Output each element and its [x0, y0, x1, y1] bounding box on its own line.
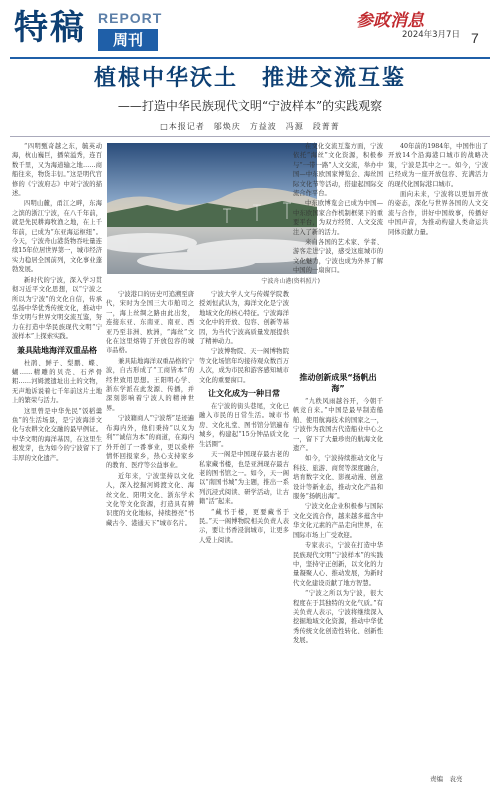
- paragraph: 宁波文化企业积极参与国际文化交流合作，越来越多蕴含中华文化元素的产品走向世界，在国际市场上广受欢迎。: [293, 503, 383, 539]
- paragraph: 在文化交流互鉴方面，宁波依托“海丝”文化资源，积极参与“一带一路”人文交流，举办中国—中东欧国家博览会、海丝国际文化节等活动，搭建起国际交流合作平台。: [293, 143, 383, 198]
- article-column-1: [12, 142, 102, 772]
- paragraph: “九秩风雨越谷开，今朝千帆竞自来。”中国是最早制造船舶、使用航海技术的国家之一，宁波作为我国古代造船业中心之一，留下了大量珍贵的航海文化遗产。: [293, 398, 383, 453]
- paragraph: 专家表示，宁波在打造中华民族现代文明“宁波样本”的实践中，坚持守正创新，以文化的力量凝聚人心、推动发展，为新时代文化建设贡献了地方智慧。: [293, 542, 383, 587]
- paragraph: 40年前的1984年，中国作出了开放14个沿海港口城市的战略决策，宁波是其中之一。如今，宁波已经成为一座开放包容、充满活力的现代化国际港口城市。: [388, 143, 488, 188]
- paragraph: 宁波籍商人“宁波帮”足迹遍布海内外，他们秉持“以义为利”“诚信为本”的商道，在海内外开创了一番事业，更以桑梓情怀回报家乡，热心支持家乡的教育、医疗等公益事业。: [106, 415, 194, 470]
- paragraph: 天一阁是中国现存最古老的私家藏书楼，也是亚洲现存最古老的图书馆之一。如今，天一阁以“南国书城”为主题，推出一系列沉浸式阅读、研学活动，让古籍“活”起来。: [199, 451, 289, 506]
- paragraph: 这里曾是中华先民“饭稻羹鱼”的生活场景，是宁波海洋文化与农耕文化交融的最早例证。中华文明的海洋基因，在这里生根发芽，也为如今的宁波留下了丰厚的文化遗产。: [12, 407, 102, 462]
- paragraph: 近年来，宁波坚持以文化人，深入挖掘河姆渡文化、海丝文化、阳明文化、浙东学术文化等文化资源，打造具有辨识度的文化地标，持续擦亮“书藏古今、港通天下”城市名片。: [106, 472, 194, 527]
- paragraph: 新时代的宁波，深入学习贯彻习近平文化思想，以“宁波之所以为宁波”的文化自信，传承弘扬中华优秀传统文化，推动中华文明与世界文明交流互鉴，努力在打造中华民族现代文明“宁波样本”上探索实践。: [12, 276, 102, 341]
- paper-name: 参政消息: [356, 11, 424, 31]
- paragraph: 杜鹃、鲜子、梨鹏、蝶、蝴……精雕的贝壳、石斧骨耜……河姆渡遗址出土的文物，无声地诉说着七千年前这片土地上的繁荣与活力。: [12, 359, 102, 405]
- report-label: REPORT: [98, 10, 163, 26]
- article-column-3: [199, 290, 289, 772]
- section-heading-2: 让文化成为一种日常: [208, 389, 280, 399]
- port-photo: [107, 143, 317, 274]
- issue-date: 2024年3月7日: [402, 30, 460, 40]
- header-rule: [10, 57, 490, 59]
- page-number: 7: [471, 30, 479, 46]
- paragraph: 四明山麓，甬江之畔，东海之滨的浙江宁波，在八千年前，就是先民耕海牧渔之地，在上千年前，已成为“东亚海运枢纽”。今天，宁波舟山港货物吞吐量连续15年位居世界第一，城市经济实力稳居全国前列，文化事业蓬勃发展。: [12, 200, 102, 274]
- article-subhead: ——打造中华民族现代文明“宁波样本”的实践观察: [117, 99, 383, 113]
- editor-credit: 责编 袁亮: [430, 775, 463, 783]
- paragraph: “四明甄奇越之东，毓英动海，杭山巍巨，播荣溢秀，连百数千里，又为海道输之地……商船往来，物货丰衍。”这是明代官修的《宁波府志》中对宁波的描述。: [12, 143, 102, 198]
- article-column-5: [388, 142, 488, 770]
- paragraph: 宁波大学人文与传媒学院教授刘恒武认为，海洋文化是宁波地域文化的核心特征。宁波海洋文化中的开放、包容、创新等基因，为当代宁波高质量发展提供了精神动力。: [199, 291, 289, 346]
- paragraph: “藏书于楼，更要藏书于民。”天一阁博物院相关负责人表示，要让书香浸润城市，让更多人爱上阅读。: [199, 508, 289, 544]
- port-photo-image: [107, 143, 317, 274]
- section-title: 特稿: [14, 8, 86, 48]
- paragraph: 宁波博物院、天一阁博物院等文化场馆年均接待观众数百万人次，成为市民和游客感知城市文化的重要窗口。: [199, 348, 289, 384]
- paragraph: “宁波之所以为宁波，很大程度在于其独特的文化气质。”有关负责人表示，宁波将继续深入挖掘地域文化资源，推动中华优秀传统文化创造性转化、创新性发展。: [293, 590, 383, 645]
- paragraph: 在宁波的街头巷尾，文化已融入市民的日常生活。城市书房、文化礼堂、图书馆分馆遍布城乡，构建起“15分钟品质文化生活圈”。: [199, 403, 289, 448]
- paragraph: 如今，宁波持续推动文化与科技、旅游、商贸等深度融合，培育数字文化、影视动漫、创意设计等新业态，推动文化产品和服务“扬帆出海”。: [293, 455, 383, 501]
- photo-caption: 宁波舟山港(资料照片): [261, 278, 320, 285]
- section-heading-1: 兼具陆地海洋双重品格: [17, 345, 97, 355]
- section-heading-3: 推动创新成果“扬帆出海”: [299, 373, 377, 393]
- weekly-badge: 周刊: [98, 29, 158, 51]
- paragraph: 中东欧博览会已成为中国—中东欧国家合作机制框架下的重要平台，为双方经贸、人文交流注入了新的活力。: [293, 200, 383, 236]
- paragraph: 兼具陆地海洋双重品格的宁波，自古形成了“工商皆本”的经世致用思想。王阳明心学、浙东学派在此发源、传播，并深刻影响着宁波人的精神世界。: [106, 357, 194, 412]
- article-byline: □本报记者 邬焕庆 方益波 冯源 段菁菁: [160, 122, 340, 131]
- paragraph: 宁波港口的历史可追溯至唐代，宋时为全国三大市舶司之一，海上丝绸之路由此出发，连接东亚、东南亚、南亚、西亚乃至非洲、欧洲，“海丝”文化在这里熔铸了开放包容的城市品格。: [106, 291, 194, 355]
- article-headline: 植根中华沃土 推进交流互鉴: [93, 66, 406, 91]
- paragraph: 来自各国的艺术家、学者、游客走进宁波，感受这座城市的文化魅力，宁波也成为外界了解中国的一扇窗口。: [293, 239, 383, 275]
- article-column-2: [106, 290, 194, 772]
- article-column-4-top: [293, 142, 383, 367]
- masthead: [0, 0, 500, 62]
- paragraph: 面向未来，宁波将以更加开放的姿态，深化与世界各国的人文交流与合作，讲好中国故事，传播好中国声音，为推动构建人类命运共同体贡献力量。: [388, 191, 488, 236]
- divider: [10, 136, 490, 137]
